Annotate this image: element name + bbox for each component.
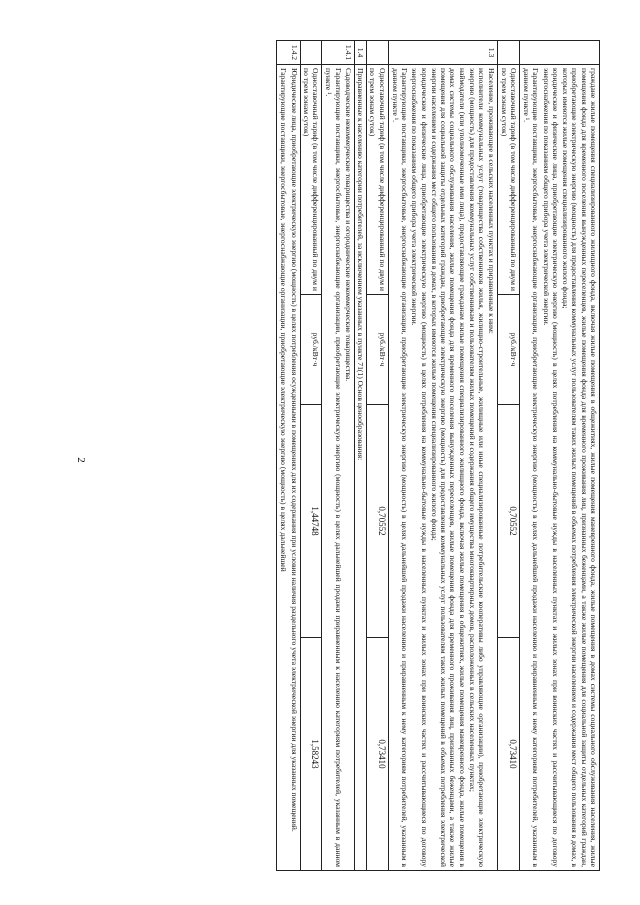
table-row [520, 41, 600, 871]
rotated-page [40, 40, 600, 870]
table-row [388, 41, 498, 871]
row-text: граждане жилые помещения специализированного жилищного фонда, включая жилые помещения в общежитиях, жилые помещения маневренного фонда, жилые помещения в домах системы социального обслуживания населения, жилые помещения фонда для временного поселения вынужденных переселенцев, жилые помещения фонда для временного проживания лиц, признанных беженцами, а также жилые помещения для социальной защиты отдельных категорий граждан, приобретающие электрическую энергию (мощность) для предоставления коммунальных услуг пользователям таких жилых помещений в объемах потребления электрической энергии населением и содержания мест общего пользования в домах, в которых имеются жилые помещения специализированного жилого фонда; юридические и физические лица, приобретающие электрическую энергию (мощность) в целях потребления на коммунально-бытовые нужды в населенных пунктах и жилых зонах при воинских частях и рассчитывающиеся по договору энергоснабжения по показаниям общего прибора учета электрической энергии. Гарантирующие поставщики, энергосбытовые, энергоснабжающие организации, приобретающие электрическую энергию (мощность) в целях дальнейшей продажи населению и приравненным к нему категориям потребителей, указанным в данном пункте ¹. [520, 65, 600, 871]
row-number: 1.3 [388, 41, 498, 65]
row-number: 1.4 [355, 41, 367, 65]
table-row [322, 41, 355, 871]
unit-cell: руб./кВт·ч [300, 295, 322, 405]
row-text: Население, проживающее в сельских населенных пунктах и приравненные к ним: исполнители коммунальных услуг (товарищества собственников жилья, жилищно-строительные, жилищные или иные специализированные потребительские кооперативы либо управляющие организации), приобретающие электрическую энергию (мощность) для предоставления коммунальных услуг собственникам и пользователям жилых помещений и содержания общего имущества многоквартирных домов, расположенных в сельских населенных пунктах; наймодатели (или уполномоченные ими лица), предоставляющие гражданам жилые помещения специализированного жилищного фонда, включая жилые помещения в общежитиях, жилые помещения маневренного фонда, жилые помещения в домах системы социального обслуживания населения, жилые помещения фонда для временного поселения вынужденных переселенцев, жилые помещения фонда для временного проживания лиц, признанных беженцами, а также жилые помещения для социальной защиты отдельных категорий граждан, приобретающие электрическую энергию (мощность) для предоставления коммунальных услуг пользователям таких жилых помещений в объемах потребления электрической энергии населением и содержания мест общего пользования в домах, в которых имеются жилые помещения специализированного жилого фонда; юридические и физические лица, приобретающие электрическую энергию (мощность) в целях потребления на коммунально-бытовые нужды в населенных пунктах и жилых зонах при воинских частях и рассчитывающиеся по договору энергоснабжения по показаниям общего прибора учета электрической энергии. Гарантирующие поставщики, энергосбытовые, энергоснабжающие организации, приобретающие электрическую энергию (мощность) в целях дальнейшей продажи населению и приравненным к нему категориям потребителей, указанным в данном пункте ¹. [388, 65, 498, 871]
tariff-label: Одноставочный тариф (в том числе дифференцированный по двум и по трем зонам суток) [300, 65, 322, 295]
unit-cell: руб./кВт·ч [498, 295, 520, 405]
row-text: Садоводческие некоммерческие товарищества и огороднические некоммерческие товарищества. Гарантирующие поставщики, энергосбытовые, энергоснабжающие организации, приобретающие электрическую энергию (мощность) в целях дальнейшей продажи приравненным к населению категориям потребителей, указанным в данном пункте ¹. [322, 65, 355, 871]
value-period-1: 1,44748 [300, 405, 322, 638]
row-number: 1.4.2 [277, 41, 301, 65]
tariff-table [276, 40, 600, 871]
value-period-1: 0,70552 [367, 405, 389, 638]
row-number [520, 41, 600, 65]
unit-cell: руб./кВт·ч [367, 295, 389, 405]
value-period-2: 0,73410 [498, 638, 520, 871]
row-text: Юридические лица, приобретающие электрическую энергию (мощность) в целях потребления осужденными в помещениях для их содержания при условии наличия раздельного учета электрической энергии для указанных помещений. Гарантирующие поставщики, энергосбытовые, энергоснабжающие организации, приобретающие электрическую энергию (мощность) в целях дальнейшей [277, 65, 301, 871]
table-row [355, 41, 367, 871]
value-period-2: 0,73410 [367, 638, 389, 871]
tariff-label: Одноставочный тариф (в том числе дифференцированный по двум и по трем зонам суток) [367, 65, 389, 295]
table-row [277, 41, 301, 871]
table-row [300, 41, 322, 871]
value-period-2: 1,58243 [300, 638, 322, 871]
value-period-1: 0,70552 [498, 405, 520, 638]
table-row [498, 41, 520, 871]
row-number: 1.4.1 [322, 41, 355, 65]
tariff-label: Одноставочный тариф (в том числе дифференцированный по двум и по трем зонам суток) [498, 65, 520, 295]
page-number: 2 [75, 457, 87, 463]
table-row [367, 41, 389, 871]
row-text: Приравненные к населению категории потребителей, за исключением указанных в пункте 71(1) Основ ценообразования: [355, 65, 367, 871]
